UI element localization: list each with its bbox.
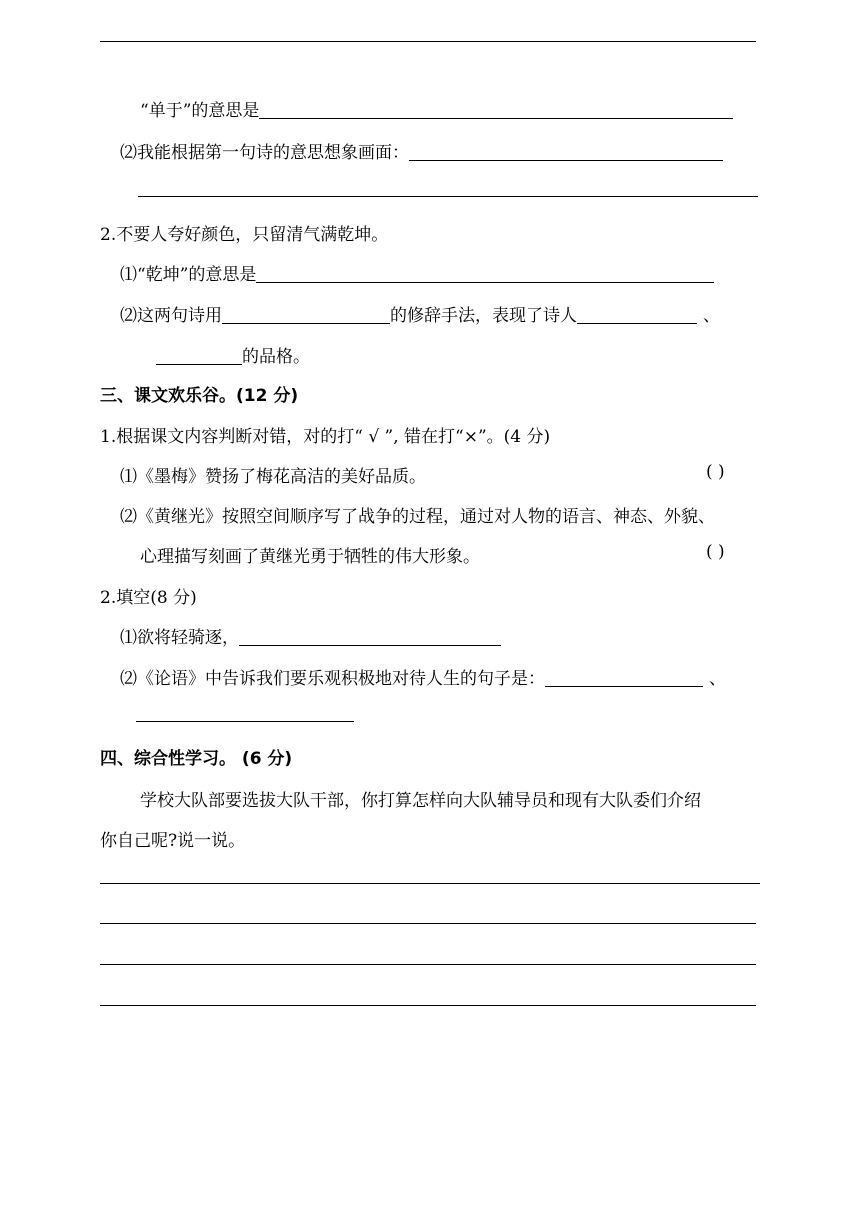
rhetoric-blank[interactable] (222, 305, 390, 324)
q2-item2-part3: 的品格。 (242, 347, 310, 367)
q2-item1-line (120, 260, 714, 285)
q2-item2-part1: ⑵这两句诗用 (120, 306, 222, 326)
s3-q1-item2-line1: ⑵《黄继光》按照空间顺序写了战争的过程，通过对人物的语言、神态、外貌、 (120, 507, 715, 527)
poem-fill-blank[interactable] (239, 627, 501, 646)
q2-item2-line (120, 301, 720, 326)
chanyu-meaning-prompt: “单于”的意思是 (140, 101, 260, 121)
s3-q1-item1-answer-paren[interactable]: ( ) (706, 462, 725, 482)
q1-item2-blank[interactable] (409, 142, 723, 161)
header-rule (100, 41, 756, 42)
chanyu-meaning-blank[interactable] (259, 100, 733, 119)
section4-heading: 四、综合性学习。 (6 分) (100, 749, 293, 769)
s4-para-line1: 学校大队部要选拔大队干部，你打算怎样向大队辅导员和现有大队委们介绍 (140, 791, 701, 811)
answer-line-1[interactable] (100, 883, 760, 884)
s3-q2-item1-line (120, 623, 501, 648)
answer-line-4[interactable] (100, 1005, 756, 1006)
s3-q1-item2-line2: 心理描写刻画了黄继光勇于牺牲的伟大形象。 (140, 547, 480, 567)
s3-q2-item2-prompt: ⑵《论语》中告诉我们要乐观积极地对待人生的句子是： (120, 669, 545, 689)
lunyu-blank-2[interactable] (136, 721, 354, 722)
poet-quality-blank-2[interactable] (156, 346, 242, 365)
s3-q2-item2-line (120, 664, 726, 689)
q1-item2-answer-line[interactable] (138, 196, 758, 197)
s3-q1-item1: ⑴《墨梅》赞扬了梅花高洁的美好品质。 (120, 467, 426, 487)
section3-heading: 三、课文欢乐谷。(12 分) (100, 386, 299, 406)
q2-item1-prompt: ⑴“乾坤”的意思是 (120, 265, 257, 285)
q2-item2-part2: 的修辞手法，表现了诗人 (390, 306, 577, 326)
s3-q2-item2-sep: 、 (709, 669, 726, 689)
chanyu-meaning-line (140, 96, 733, 121)
qiankun-meaning-blank[interactable] (256, 264, 714, 283)
q1-item2-line (120, 138, 723, 163)
poet-quality-blank-1[interactable] (577, 305, 697, 324)
s3-q2-item1-prompt: ⑴欲将轻骑逐， (120, 628, 239, 648)
q1-item2-prompt: ⑵我能根据第一句诗的意思想象画面： (120, 143, 409, 163)
s4-para-line2: 你自己呢?说一说。 (100, 831, 246, 851)
answer-line-2[interactable] (100, 923, 756, 924)
q2-stem: 2.不要人夸好颜色，只留清气满乾坤。 (100, 225, 389, 245)
q2-item2-sep: 、 (703, 306, 720, 326)
s3-q1-stem: 1.根据课文内容判断对错，对的打“ √ ”, 错在打“×”。(4 分) (100, 427, 551, 447)
answer-line-3[interactable] (100, 964, 756, 965)
s3-q2-stem: 2.填空(8 分) (100, 588, 197, 608)
s3-q1-item2-answer-paren[interactable]: ( ) (706, 542, 725, 562)
lunyu-blank-1[interactable] (545, 668, 703, 687)
q2-item2-line2 (156, 342, 310, 367)
